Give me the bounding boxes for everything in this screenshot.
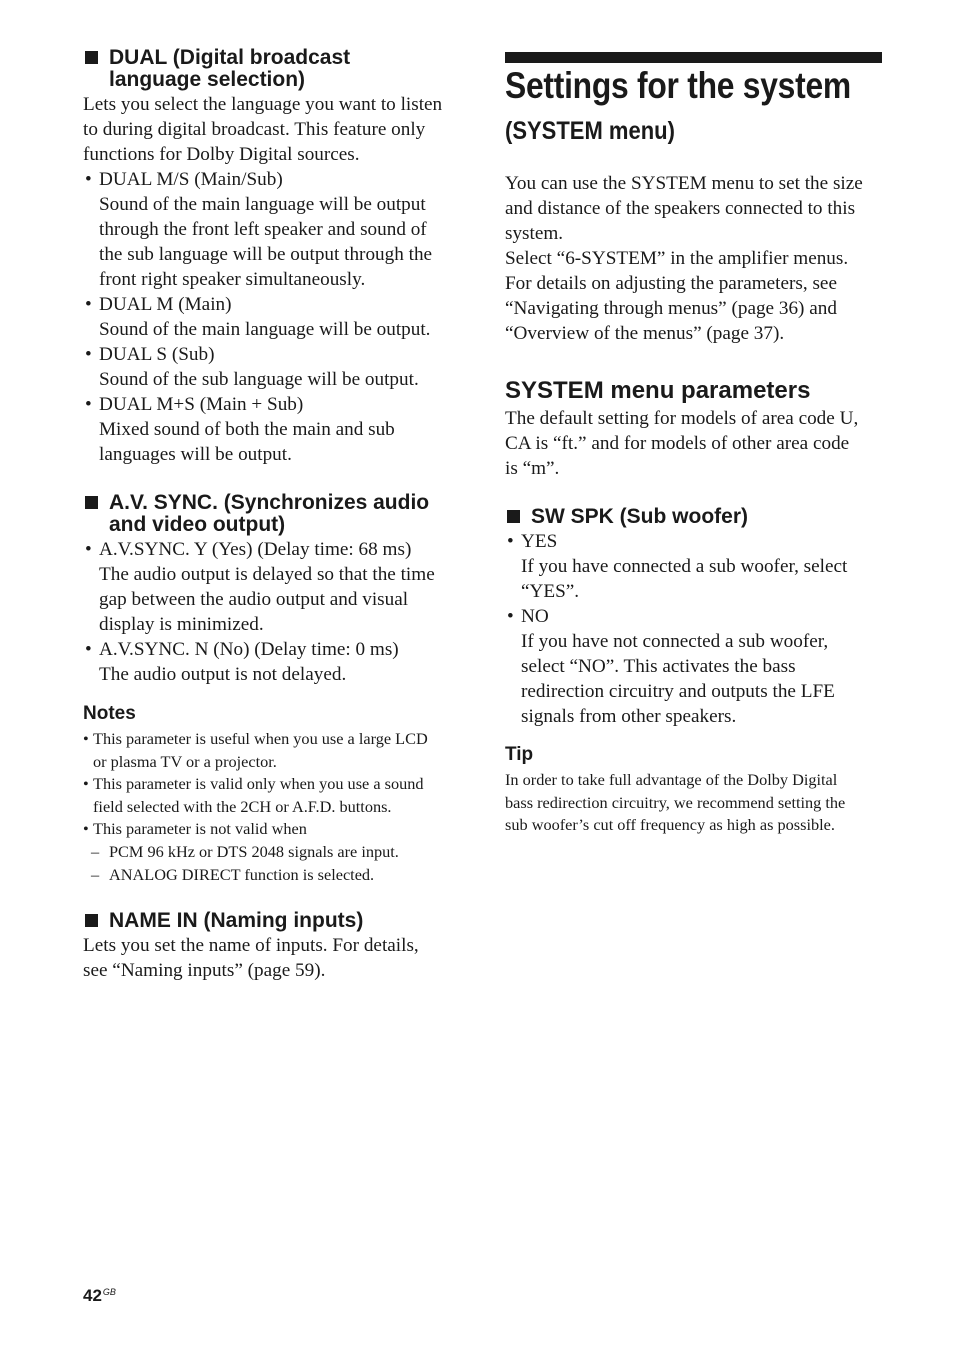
- note-subitem: – ANALOG DIRECT function is selected.: [83, 864, 463, 887]
- avsync-heading: A.V. SYNC. (Synchronizes audio and video output): [83, 492, 463, 536]
- bullet-icon: •: [507, 606, 514, 627]
- namein-heading: NAME IN (Naming inputs): [83, 910, 463, 932]
- notes-heading: Notes: [83, 703, 136, 724]
- list-item: • DUAL M+S (Main + Sub) Mixed sound of both the main and sub languages will be output.: [85, 394, 395, 465]
- params-heading: SYSTEM menu parameters: [505, 377, 811, 404]
- page-subtitle: (SYSTEM menu): [505, 117, 675, 145]
- namein-section: [83, 910, 463, 983]
- dual-section: [83, 47, 463, 467]
- avsync-list: [83, 537, 463, 687]
- page-title: Settings for the system: [505, 65, 851, 106]
- bullet-icon: •: [83, 819, 89, 839]
- notes-section: [83, 703, 463, 886]
- tip-text: In order to take full advantage of the Dolby Digital bass redirection circuitry, we recommend setting the sub woofer’s cut off frequency as high as possible.: [505, 770, 846, 835]
- page-number: $42^{GB}$: [83, 1286, 116, 1305]
- note-item: • This parameter is useful when you use a large LCD or plasma TV or a projector.: [83, 729, 428, 771]
- bullet-icon: •: [85, 539, 92, 560]
- region-code: GB: [102, 1287, 116, 1297]
- bullet-icon: •: [507, 531, 514, 552]
- dash-icon: –: [91, 864, 100, 884]
- bullet-icon: •: [85, 344, 92, 365]
- bullet-icon: •: [83, 729, 89, 748]
- section-square-icon: [507, 510, 520, 523]
- list-item: • DUAL S (Sub) Sound of the sub language will be output.: [85, 344, 419, 390]
- bullet-icon: •: [85, 294, 92, 315]
- tip-section: [505, 744, 883, 837]
- dual-list: [83, 167, 463, 467]
- swspk-heading: SW SPK (Sub woofer): [505, 506, 883, 528]
- note-item: • This parameter is valid only when you use a sound field selected with the 2CH or A.F.D. buttons.: [83, 774, 424, 816]
- section-square-icon: [85, 496, 98, 509]
- swspk-list: [505, 529, 883, 729]
- tip-heading: Tip: [505, 744, 534, 765]
- section-square-icon: [85, 914, 98, 927]
- note-subitem: – PCM 96 kHz or DTS 2048 signals are input.: [83, 841, 463, 864]
- list-item: • DUAL M/S (Main/Sub) Sound of the main language will be output through the front left speaker and sound of the sub language will be output through the front right speaker simultaneously.: [85, 169, 433, 290]
- notes-list: [83, 728, 463, 886]
- section-square-icon: [85, 51, 98, 64]
- avsync-section: [83, 492, 463, 687]
- list-item: • A.V.SYNC. N (No) (Delay time: 0 ms) The audio output is not delayed.: [85, 639, 399, 685]
- system-intro: You can use the SYSTEM menu to set the size and distance of the speakers connected to this system. Select “6-SYSTEM” in the amplifier menus. For details on adjusting the parameters, see “Navigating through menus” (page 36) and “Overview of the menus” (page 37).: [505, 173, 863, 344]
- dash-icon: –: [91, 841, 100, 861]
- bullet-icon: •: [85, 639, 92, 660]
- bullet-icon: •: [85, 169, 92, 190]
- namein-text: Lets you set the name of inputs. For details, see “Naming inputs” (page 59).: [83, 935, 419, 981]
- list-item: • A.V.SYNC. Y (Yes) (Delay time: 68 ms) The audio output is delayed so that the time gap between the audio output and visual display is minimized.: [85, 539, 435, 635]
- params-text: The default setting for models of area code U, CA is “ft.” and for models of other area code is “m”.: [505, 408, 859, 479]
- bullet-icon: •: [85, 394, 92, 415]
- dual-intro: Lets you select the language you want to listen to during digital broadcast. This feature only functions for Dolby Digital sources.: [83, 94, 443, 165]
- dual-heading: DUAL (Digital broadcast language selection): [83, 47, 463, 91]
- bullet-icon: •: [83, 774, 89, 794]
- list-item: • NO If you have not connected a sub woofer, select “NO”. This activates the bass redirection circuitry and outputs the LFE signals from other speakers.: [507, 606, 835, 727]
- note-item: • This parameter is not valid when: [83, 818, 463, 841]
- params-section: [505, 377, 883, 481]
- list-item: • DUAL M (Main) Sound of the main language will be output.: [85, 294, 431, 340]
- list-item: • YES If you have connected a sub woofer, select “YES”.: [507, 531, 848, 602]
- swspk-section: [505, 506, 883, 729]
